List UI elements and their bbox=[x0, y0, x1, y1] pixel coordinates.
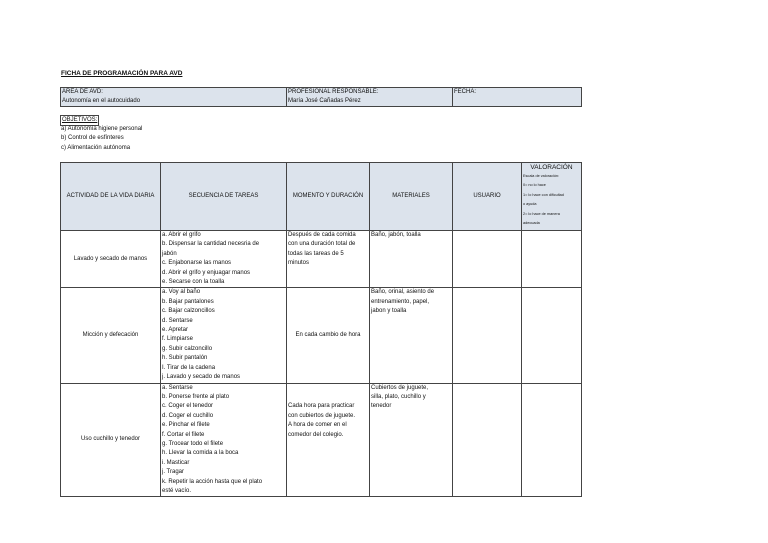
materiales-line: silla, plato, cuchillo y bbox=[371, 393, 426, 400]
momento-line: todas las tareas de 5 bbox=[288, 250, 344, 257]
momento-line: En cada cambio de hora bbox=[295, 331, 361, 338]
objetivos-label: OBJETIVOS: bbox=[60, 115, 99, 126]
objetivo-item: b) Control de esfínteres bbox=[61, 135, 124, 142]
actividad-cell: Lavado y secado de manos bbox=[61, 231, 161, 288]
header-usuario: USUARIO bbox=[453, 163, 522, 231]
tareas-cell bbox=[161, 383, 287, 497]
momento-line: Cada hora para practicar bbox=[288, 403, 355, 410]
materiales-line: jabon y toalla bbox=[371, 308, 407, 315]
tarea-item: c. Bajar calzoncillos bbox=[162, 308, 215, 315]
objetivo-item: a) Autonomía higiene personal bbox=[61, 126, 143, 132]
tarea-item: c. Coger el tenedor bbox=[162, 403, 214, 410]
tarea-item: i. Masticar bbox=[162, 459, 190, 466]
tarea-item: d. Abrir el grifo y enjuagar manos bbox=[162, 269, 251, 276]
profesional-value: María José Cañadas Pérez bbox=[288, 97, 361, 104]
valoracion-scale-line: adecuada bbox=[523, 221, 540, 226]
table-row bbox=[61, 288, 582, 383]
momento-line: minutos bbox=[288, 260, 310, 267]
materiales-line: entrenamiento, papel, bbox=[371, 298, 430, 305]
area-value: Autonomía en el autocuidado bbox=[62, 97, 141, 104]
tarea-item: b. Bajar pantalones bbox=[162, 298, 214, 305]
tarea-item: e. Pinchar el filete bbox=[162, 422, 210, 429]
valoracion-cell bbox=[522, 383, 582, 497]
materiales-cell bbox=[370, 288, 453, 383]
momento-line: A hora de comer en el bbox=[288, 422, 347, 429]
valoracion-cell bbox=[522, 288, 582, 383]
materiales-line: tenedor bbox=[371, 403, 392, 410]
tarea-item: f. Cortar el filete bbox=[162, 431, 205, 438]
valoracion-scale bbox=[522, 172, 581, 228]
tarea-item: e. Apretar bbox=[162, 327, 189, 334]
valoracion-scale-line: 1= lo hace con dificultad bbox=[523, 192, 564, 197]
usuario-cell bbox=[453, 383, 522, 497]
valoracion-scale-line: Escala de valoración: bbox=[523, 174, 560, 178]
momento-line: Después de cada comida bbox=[288, 232, 356, 238]
tarea-item: b. Ponerse frente al plato bbox=[162, 393, 230, 400]
area-cell bbox=[61, 88, 287, 107]
tarea-item: a. Sentarse bbox=[162, 384, 193, 391]
info-table bbox=[60, 87, 582, 107]
tarea-item: a. Abrir el grifo bbox=[162, 232, 201, 238]
valoracion-cell bbox=[522, 231, 582, 288]
tareas-cell bbox=[161, 231, 287, 288]
momento-line: con cubiertos de juguete. bbox=[288, 412, 356, 419]
momento-line bbox=[288, 393, 368, 402]
tareas-cell bbox=[161, 288, 287, 383]
tarea-item: esté vacío. bbox=[162, 487, 192, 494]
momento-line: con una duración total de bbox=[288, 241, 356, 248]
materiales-cell bbox=[370, 231, 453, 288]
header-actividad: ACTIVIDAD DE LA VIDA DIARIA bbox=[61, 163, 161, 231]
tarea-item: I. Tirar de la cadena bbox=[162, 364, 216, 371]
actividad-cell: Micción y defecación bbox=[61, 288, 161, 383]
tarea-item: j. Tragar bbox=[162, 469, 185, 476]
area-label: ÁREA DE AVD: bbox=[62, 89, 103, 95]
profesional-label: PROFESIONAL RESPONSABLE: bbox=[288, 89, 379, 95]
tarea-item: jabón bbox=[162, 250, 177, 257]
usuario-cell bbox=[453, 288, 522, 383]
tarea-item: j. Lavado y secado de manos bbox=[162, 374, 241, 381]
tarea-item: g. Trocear todo el filete bbox=[162, 440, 224, 447]
objetivo-item: c) Alimentación autónoma bbox=[61, 144, 131, 151]
actividad-cell: Uso cuchillo y tenedor bbox=[61, 383, 161, 497]
usuario-cell bbox=[453, 231, 522, 288]
objetivos-list bbox=[61, 125, 142, 153]
tarea-item: d. Sentarse bbox=[162, 317, 193, 324]
momento-line bbox=[288, 384, 368, 393]
tarea-item: c. Enjabonarse las manos bbox=[162, 260, 232, 267]
header-secuencia: SECUENCIA DE TAREAS bbox=[161, 163, 287, 231]
tarea-item: h. Llevar la comida a la boca bbox=[162, 450, 239, 457]
materiales-line: Baño, jabón, toalla bbox=[371, 232, 421, 238]
tarea-item: k. Repetir la acción hasta que el plato bbox=[162, 478, 263, 485]
materiales-line: Baño, orinal, asiento de bbox=[371, 289, 435, 296]
fecha-cell bbox=[453, 88, 582, 107]
momento-cell bbox=[287, 288, 370, 383]
momento-cell bbox=[287, 231, 370, 288]
table-row bbox=[61, 383, 582, 497]
valoracion-scale-line: o ayuda bbox=[523, 202, 537, 207]
header-valoracion bbox=[522, 163, 582, 231]
tarea-item: d. Coger el cuchillo bbox=[162, 412, 214, 419]
table-row bbox=[61, 231, 582, 288]
tarea-item: e. Secarse con la toalla bbox=[162, 279, 225, 286]
tarea-item: f. Limpiarse bbox=[162, 336, 194, 343]
fecha-label: FECHA: bbox=[454, 89, 477, 95]
header-momento: MOMENTO Y DURACIÓN bbox=[287, 163, 370, 231]
document-title: FICHA DE PROGRAMACIÓN PARA AVD bbox=[61, 70, 183, 77]
valoracion-title: VALORACIÓN bbox=[530, 164, 573, 171]
materiales-cell bbox=[370, 383, 453, 497]
momento-line: comedor del colegio. bbox=[288, 431, 344, 438]
tarea-item: h. Subir pantalón bbox=[162, 355, 208, 362]
materiales-line: Cubiertos de juguete, bbox=[371, 384, 429, 391]
tarea-item: a. Voy al baño bbox=[162, 289, 201, 296]
momento-cell bbox=[287, 383, 370, 497]
tarea-item: b. Dispensar la cantidad necesria de bbox=[162, 241, 260, 248]
tarea-item: g. Subir calzoncillo bbox=[162, 345, 213, 352]
valoracion-scale-line: 2= lo hace de manera bbox=[523, 211, 560, 216]
header-materiales: MATERIALES bbox=[370, 163, 453, 231]
programacion-table bbox=[60, 162, 582, 497]
profesional-cell bbox=[287, 88, 453, 107]
valoracion-scale-line: 0= no lo hace bbox=[523, 183, 546, 188]
